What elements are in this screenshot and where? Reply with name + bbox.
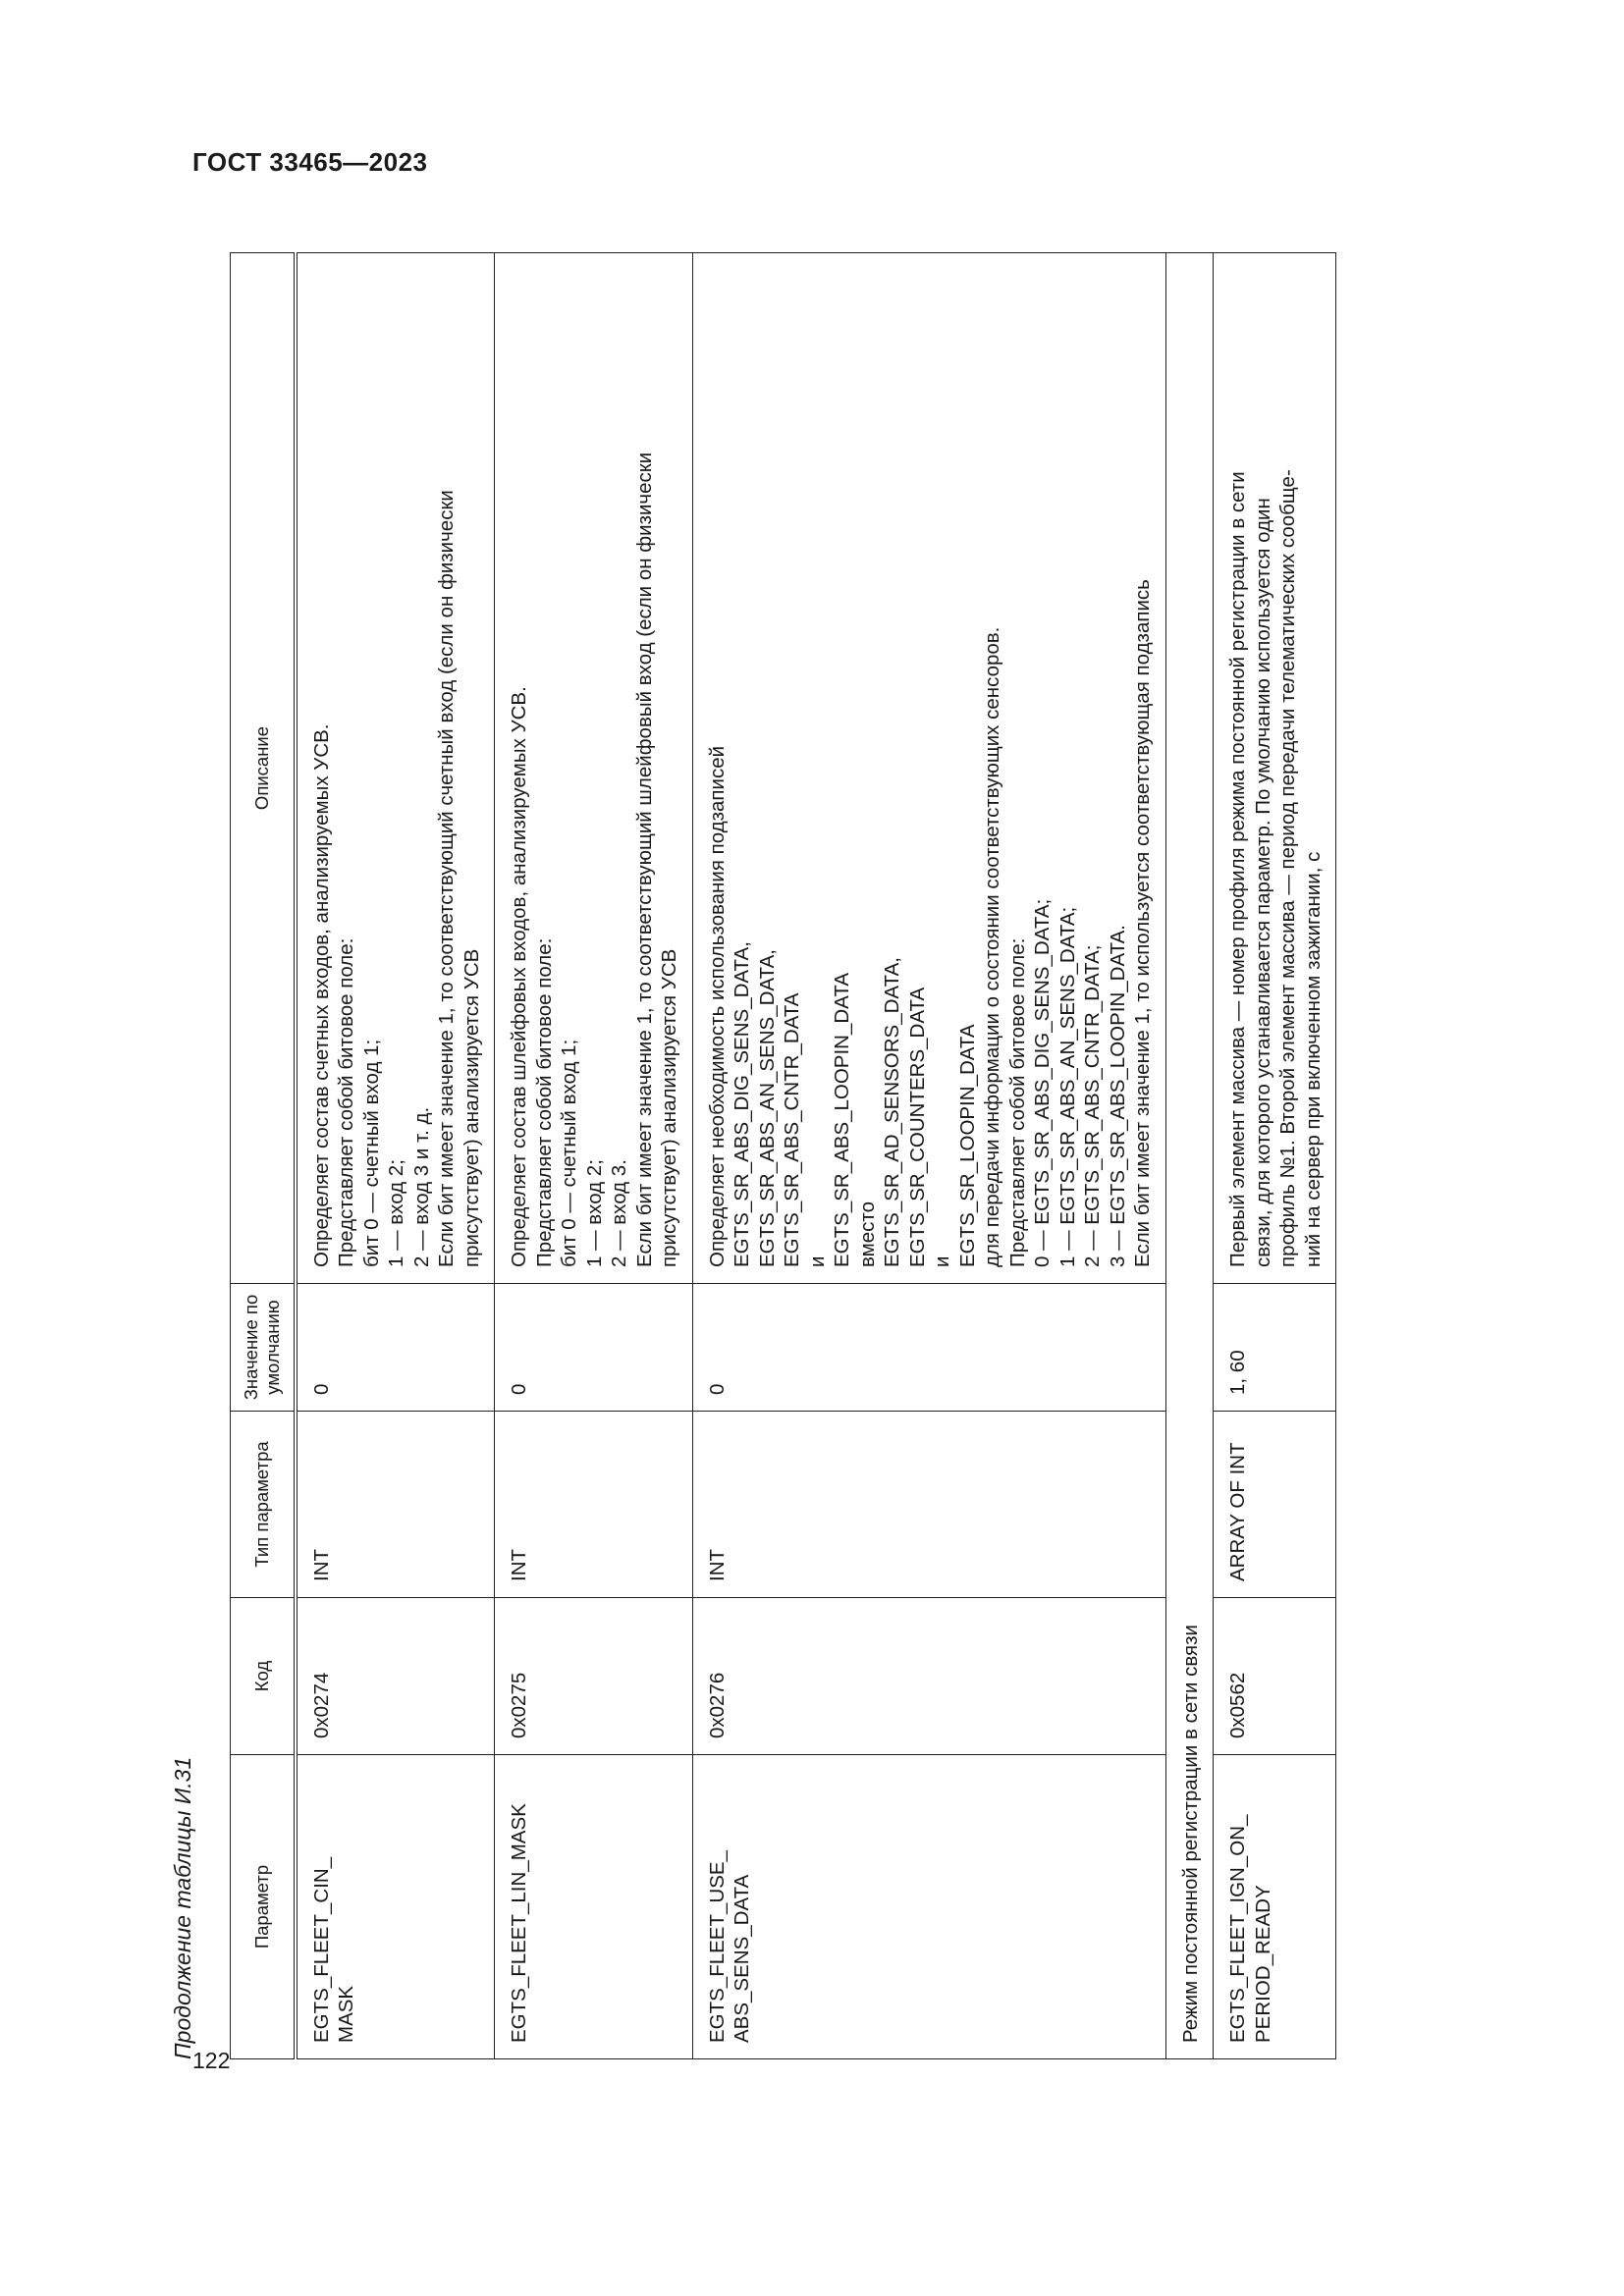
description-line: 2 — вход 3 и т. д.	[409, 1106, 433, 1267]
description-line: 1 — вход 2;	[385, 1159, 407, 1267]
cell-description	[495, 253, 693, 1284]
table-row	[692, 253, 1165, 2059]
col-header-default: Значение по умолчанию	[231, 1284, 296, 1412]
description-line: для передачи информации о состоянии соответствующих сенсоров.	[981, 626, 1003, 1267]
cell-param: EGTS_FLEET_CIN_ MASK	[296, 1755, 495, 2059]
table-row	[296, 253, 495, 2059]
table-row	[495, 253, 693, 2059]
cell-type: ARRAY OF INT	[1214, 1412, 1336, 1598]
description-line: Определяет состав счетных входов, анализируемых УСВ.	[309, 723, 333, 1267]
section-row	[1165, 253, 1214, 2059]
table-caption: Продолжение таблицы И.31	[170, 1756, 195, 2059]
cell-default: 0	[296, 1284, 495, 1412]
cell-code: 0x0275	[495, 1598, 693, 1755]
col-header-description: Описание	[231, 253, 296, 1284]
col-header-code: Код	[231, 1598, 296, 1755]
description-line: Если бит имеет значение 1, то используется соответствующая подзапись	[1131, 579, 1154, 1267]
description-line: бит 0 — счетный вход 1;	[558, 1039, 580, 1267]
cell-code: 0x0274	[296, 1598, 495, 1755]
description-line: присутствует) анализируется УСВ	[460, 948, 483, 1267]
cell-default: 1, 60	[1214, 1284, 1336, 1412]
cell-type: INT	[692, 1412, 1165, 1598]
description-line: Определяет состав шлейфовых входов, анализируемых УСВ.	[508, 686, 530, 1267]
cell-code: 0x0562	[1214, 1598, 1336, 1755]
description-line: Если бит имеет значение 1, то соответствующий шлейфовый вход (если он физически	[632, 452, 656, 1267]
cell-type: INT	[495, 1412, 693, 1598]
description-line: Представляет собой битовое поле:	[532, 937, 556, 1267]
description-line: EGTS_SR_ABS_LOOPIN_DATA	[831, 972, 853, 1267]
description-line: EGTS_SR_ABS_CNTR_DATA	[781, 992, 803, 1267]
description-line: Первый элемент массива — номер профиля режима постоянной регистрации в сети	[1226, 471, 1249, 1267]
cell-description	[692, 253, 1165, 1284]
cell-param: EGTS_FLEET_USE_ ABS_SENS_DATA	[692, 1755, 1165, 2059]
cell-default: 0	[495, 1284, 693, 1412]
description-line: EGTS_SR_COUNTERS_DATA	[905, 987, 929, 1267]
description-line: 2 — вход 3.	[608, 1159, 630, 1267]
col-header-param: Параметр	[231, 1755, 296, 2059]
description-line: профиль №1. Второй элемент массива — период передачи телематических сообще-	[1276, 469, 1299, 1267]
description-line: Определяет необходимость использования подзаписей	[705, 745, 729, 1267]
col-header-type: Тип параметра	[231, 1412, 296, 1598]
description-line: и	[931, 1255, 953, 1267]
description-line: EGTS_SR_ABS_DIG_SENS_DATA,	[731, 941, 753, 1267]
rotated-page-content	[165, 175, 1500, 2059]
description-line: ний на сервер при включенном зажигании, с	[1301, 851, 1325, 1267]
cell-default: 0	[692, 1284, 1165, 1412]
cell-type: INT	[296, 1412, 495, 1598]
description-line: связи, для которого устанавливается параметр. По умолчанию используется один	[1251, 498, 1274, 1267]
description-line: EGTS_SR_LOOPIN_DATA	[955, 1024, 979, 1267]
description-line: Если бит имеет значение 1, то соответствующий счетный вход (если он физически	[435, 490, 458, 1267]
cell-code: 0x0276	[692, 1598, 1165, 1755]
cell-description	[1214, 253, 1336, 1284]
description-line: и	[805, 1255, 829, 1267]
description-line: бит 0 — счетный вход 1;	[359, 1039, 383, 1267]
table-header-row	[231, 253, 296, 2059]
description-line: 3 — EGTS_SR_ABS_LOOPIN_DATA.	[1106, 924, 1129, 1267]
description-line: вместо	[855, 1201, 879, 1267]
page-number: 122	[192, 2048, 231, 2073]
description-line: 1 — вход 2;	[582, 1159, 606, 1267]
description-line: 2 — EGTS_SR_ABS_CNTR_DATA;	[1081, 944, 1104, 1267]
cell-param: EGTS_FLEET_IGN_ON_ PERIOD_READY	[1214, 1755, 1336, 2059]
description-line: Представляет собой битовое поле:	[335, 937, 357, 1267]
description-line: Представляет собой битовое поле:	[1005, 937, 1029, 1267]
table-row	[1214, 253, 1336, 2059]
description-line: 0 — EGTS_SR_ABS_DIG_SENS_DATA;	[1031, 898, 1054, 1267]
standard-code: ГОСТ 33465—2023	[192, 147, 428, 177]
description-line: 1 — EGTS_SR_ABS_AN_SENS_DATA;	[1056, 906, 1079, 1267]
description-line: присутствует) анализируется УСВ	[658, 948, 680, 1267]
description-line: EGTS_SR_ABS_AN_SENS_DATA,	[755, 949, 779, 1267]
description-line: EGTS_SR_AD_SENSORS_DATA,	[881, 957, 903, 1267]
cell-description	[296, 253, 495, 1284]
parameters-table	[230, 252, 1336, 2059]
cell-param: EGTS_FLEET_LIN_MASK	[495, 1755, 693, 2059]
section-title: Режим постоянной регистрации в сети связи	[1165, 253, 1214, 2059]
